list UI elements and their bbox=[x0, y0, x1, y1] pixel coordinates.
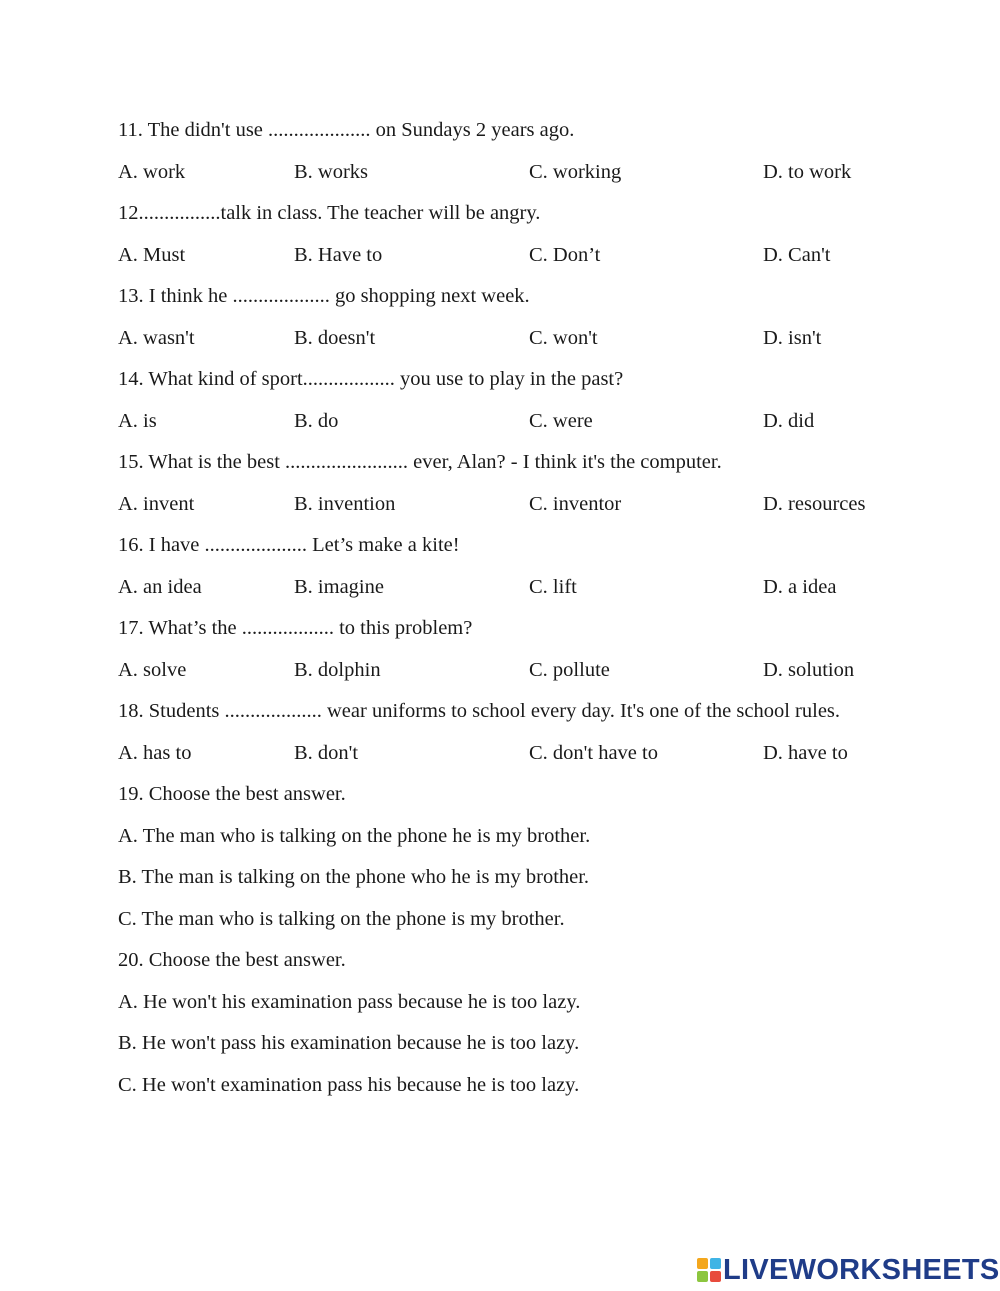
option-c[interactable]: C. Don’t bbox=[529, 243, 601, 266]
question-19: 19. Choose the best answer. bbox=[118, 783, 346, 805]
option-b[interactable]: B. works bbox=[294, 160, 369, 183]
brand-wordmark: LIVEWORKSHEETS bbox=[723, 1254, 1000, 1286]
option-a[interactable]: A. The man who is talking on the phone he is my brother. bbox=[118, 824, 591, 847]
option-d[interactable]: D. to work bbox=[763, 160, 852, 183]
option-d[interactable]: D. a idea bbox=[763, 575, 837, 598]
question-12: 12................talk in class. The teacher will be angry. bbox=[118, 202, 541, 224]
logo-square-4 bbox=[710, 1271, 721, 1282]
option-a[interactable]: A. wasn't bbox=[118, 326, 195, 349]
option-d[interactable]: D. Can't bbox=[763, 243, 831, 266]
option-c[interactable]: C. don't have to bbox=[529, 741, 658, 764]
option-c[interactable]: C. working bbox=[529, 160, 622, 183]
question-13-options bbox=[118, 318, 978, 360]
option-b[interactable]: B. He won't pass his examination because he is too lazy. bbox=[118, 1032, 580, 1054]
question-17: 17. What’s the .................. to this problem? bbox=[118, 617, 473, 639]
option-d[interactable]: D. did bbox=[763, 409, 815, 432]
option-c[interactable]: C. inventor bbox=[529, 492, 622, 515]
option-c[interactable]: C. He won't examination pass his because he is too lazy. bbox=[118, 1073, 580, 1096]
logo-square-1 bbox=[697, 1258, 708, 1269]
logo-square-3 bbox=[697, 1271, 708, 1282]
question-18-options bbox=[118, 733, 978, 775]
option-a[interactable]: A. work bbox=[118, 160, 186, 183]
option-c[interactable]: C. were bbox=[529, 409, 593, 432]
option-a[interactable]: A. is bbox=[118, 409, 157, 432]
option-a[interactable]: A. an idea bbox=[118, 575, 202, 598]
question-15-options bbox=[118, 484, 978, 526]
question-18: 18. Students ................... wear uniforms to school every day. It's one of the school rules. bbox=[118, 700, 841, 722]
option-b[interactable]: B. Have to bbox=[294, 243, 383, 266]
option-c[interactable]: C. pollute bbox=[529, 658, 610, 681]
option-b[interactable]: B. don't bbox=[294, 741, 359, 764]
question-15: 15. What is the best ........................ ever, Alan? - I think it's the computer. bbox=[118, 451, 722, 473]
liveworksheets-brand bbox=[697, 1254, 1000, 1286]
option-b[interactable]: B. The man is talking on the phone who he is my brother. bbox=[118, 866, 590, 888]
question-14-options bbox=[118, 401, 978, 443]
question-16-options bbox=[118, 567, 978, 609]
liveworksheets-logo-icon bbox=[697, 1258, 721, 1282]
option-a[interactable]: A. invent bbox=[118, 492, 195, 515]
option-a[interactable]: A. Must bbox=[118, 243, 186, 266]
option-c[interactable]: C. won't bbox=[529, 326, 598, 349]
option-a[interactable]: A. He won't his examination pass because he is too lazy. bbox=[118, 990, 581, 1013]
question-12-options bbox=[118, 235, 978, 277]
option-a[interactable]: A. has to bbox=[118, 741, 192, 764]
question-11-options bbox=[118, 152, 978, 194]
option-a[interactable]: A. solve bbox=[118, 658, 187, 681]
option-d[interactable]: D. solution bbox=[763, 658, 855, 681]
question-20: 20. Choose the best answer. bbox=[118, 949, 346, 971]
option-c[interactable]: C. The man who is talking on the phone is my brother. bbox=[118, 907, 565, 930]
option-b[interactable]: B. dolphin bbox=[294, 658, 381, 681]
option-d[interactable]: D. isn't bbox=[763, 326, 822, 349]
option-b[interactable]: B. invention bbox=[294, 492, 396, 515]
question-13: 13. I think he ................... go shopping next week. bbox=[118, 285, 530, 307]
question-17-options bbox=[118, 650, 978, 692]
question-11: 11. The didn't use .................... on Sundays 2 years ago. bbox=[118, 119, 575, 141]
option-d[interactable]: D. resources bbox=[763, 492, 866, 515]
option-c[interactable]: C. lift bbox=[529, 575, 577, 598]
worksheet bbox=[118, 110, 978, 1106]
option-b[interactable]: B. doesn't bbox=[294, 326, 376, 349]
option-d[interactable]: D. have to bbox=[763, 741, 848, 764]
option-b[interactable]: B. imagine bbox=[294, 575, 384, 598]
option-b[interactable]: B. do bbox=[294, 409, 339, 432]
question-14: 14. What kind of sport.................. you use to play in the past? bbox=[118, 368, 624, 390]
logo-square-2 bbox=[710, 1258, 721, 1269]
question-16: 16. I have .................... Let’s make a kite! bbox=[118, 534, 460, 556]
